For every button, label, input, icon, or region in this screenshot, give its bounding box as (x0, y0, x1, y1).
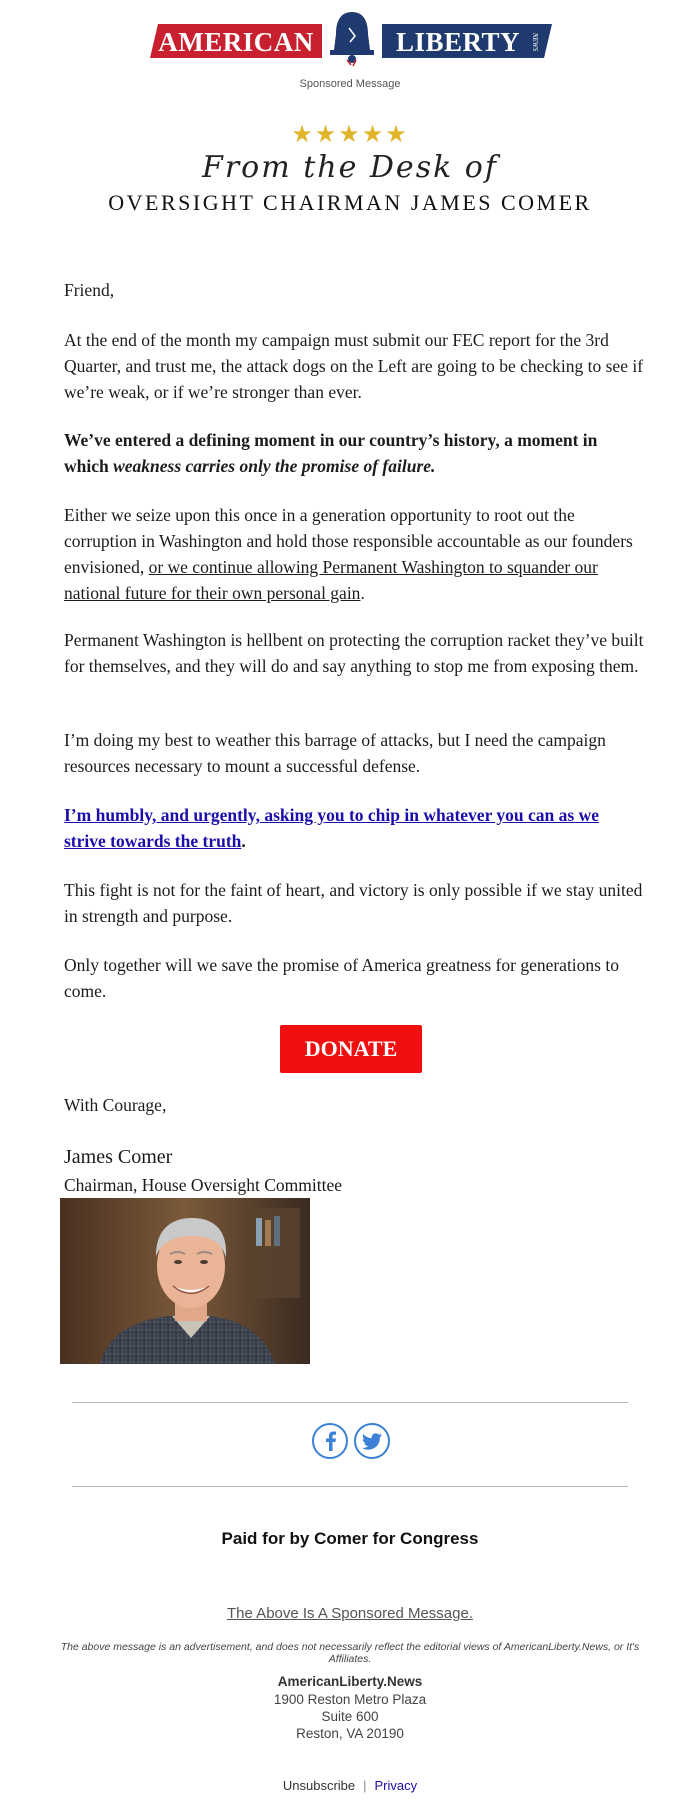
brand-badge-text: NEWS (531, 32, 539, 52)
sponsored-message-label: Sponsored Message (299, 78, 401, 90)
twitter-icon (362, 1433, 382, 1450)
paid-for-disclaimer: Paid for by Comer for Congress (221, 1529, 479, 1548)
defining-moment-text: We’ve entered a defining moment in our country’s history, a moment in which (64, 430, 598, 476)
defining-moment-italic: weakness carries only the promise of failure. (113, 456, 436, 476)
divider-bottom (72, 1486, 628, 1487)
address-org: AmericanLiberty.News (277, 1674, 423, 1689)
brand-right-text: LIBERTY (395, 27, 521, 57)
twitter-button[interactable] (354, 1423, 390, 1459)
american-liberty-logo[interactable] (150, 8, 552, 68)
footer-links (0, 1778, 700, 1793)
paragraph-permanent-washington: Permanent Washington is hellbent on protecting the corruption racket they’ve built for themselves, and they will do and say anything to stop me from exposing them. (64, 630, 644, 676)
greeting: Friend, (64, 280, 115, 300)
paragraph-barrage-attacks: I’m doing my best to weather this barrage of attacks, but I need the campaign resources necessary to mount a successful defense. (64, 730, 606, 776)
seize-end-text: . (360, 583, 365, 603)
chip-in-link[interactable]: I’m humbly, and urgently, asking you to chip in whatever you can as we strive towards the truth (64, 805, 599, 851)
sponsored-message-link[interactable]: The Above Is A Sponsored Message. (227, 1605, 473, 1622)
stars-rating-icon: ★★★★★ (291, 120, 409, 148)
footer-separator: | (363, 1778, 367, 1793)
signature-name: James Comer (64, 1146, 173, 1168)
paragraph-fight: This fight is not for the faint of heart, and victory is only possible if we stay united in strength and purpose. (64, 880, 643, 926)
brand-left-text: AMERICAN (158, 27, 314, 57)
paragraph-defining-moment (64, 427, 644, 479)
ask-end-text: . (241, 831, 246, 851)
paragraph-together: Only together will we save the promise of America greatness for generations to come. (64, 955, 619, 1001)
address-line-1: 1900 Reston Metro Plaza (273, 1692, 427, 1707)
facebook-button[interactable] (312, 1423, 348, 1459)
address-line-2: Suite 600 (321, 1709, 379, 1724)
paragraph-seize-opportunity (64, 502, 644, 606)
closing-line: With Courage, (64, 1095, 167, 1115)
desk-script-heading: From the Desk of (202, 150, 498, 185)
divider-top (72, 1402, 628, 1403)
advertisement-disclaimer: The above message is an advertisement, and does not necessarily reflect the editorial views of AmericanLiberty.News, or It's Affiliates. (60, 1641, 640, 1665)
paragraph-ask (64, 802, 644, 854)
seize-lead-text: Either we seize upon this once in a generation opportunity to root out the corruption in Washington and hold those responsible accountable as our founders envisioned, (64, 505, 633, 577)
facebook-icon (322, 1431, 338, 1451)
seize-underline-text: or we continue allowing Permanent Washington to squander our national future for their own personal gain (64, 557, 598, 603)
desk-title: OVERSIGHT CHAIRMAN JAMES COMER (108, 190, 592, 215)
privacy-link[interactable]: Privacy (374, 1778, 418, 1793)
portrait-photo (60, 1198, 310, 1364)
paragraph-fec-report: At the end of the month my campaign must submit our FEC report for the 3rd Quarter, and trust me, the attack dogs on the Left are going to be checking to see if we’re weak, or if we’re stronger than ever. (64, 330, 644, 402)
address-line-3: Reston, VA 20190 (296, 1726, 404, 1741)
unsubscribe-link[interactable]: Unsubscribe (282, 1778, 356, 1793)
signature-title: Chairman, House Oversight Committee (64, 1175, 343, 1195)
donate-button[interactable]: DONATE (280, 1025, 422, 1073)
